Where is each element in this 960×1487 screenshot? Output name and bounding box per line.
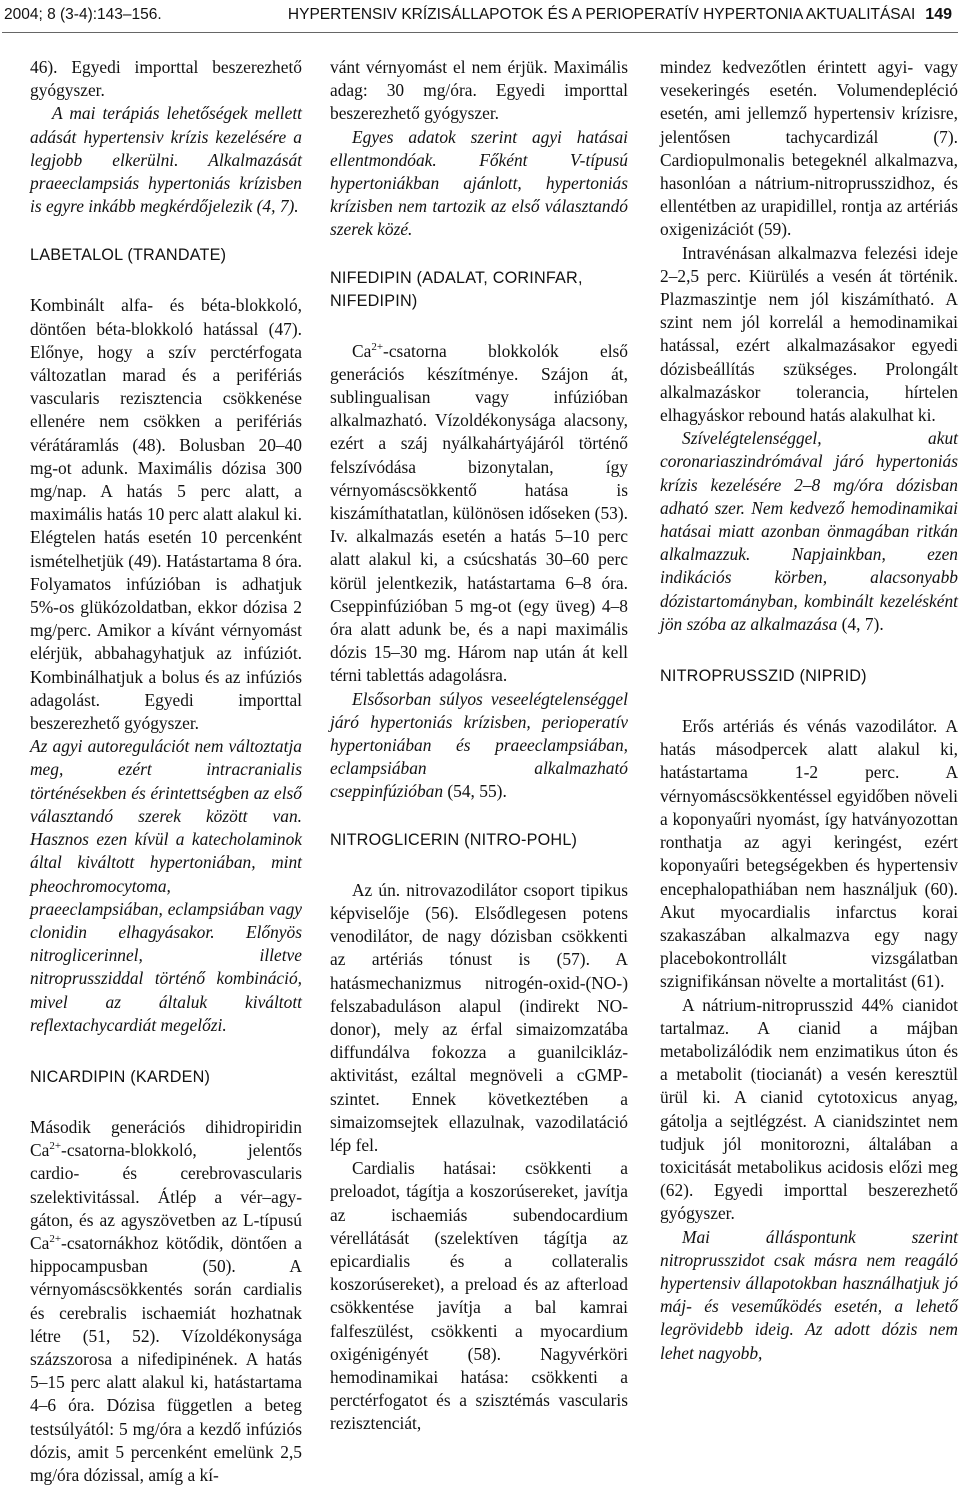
running-title: HYPERTENSIV KRÍZISÁLLAPOTOK ÉS A PERIOPERATÍV HYPERTONIA AKTUALITÁSAI (287, 6, 916, 23)
page-number: 149 (925, 6, 952, 23)
paragraph-italic: A mai terápiás lehetőségek mellett adását hypertensiv krízis kezelésére a legjobb elkerülni. Alkalmazását praeeclampsiás hypertoniás krízisben is egyre inkább megkérdőjelezik (4, 7). (30, 103, 302, 217)
paragraph: A nátrium-nitroprusszid 44% cianidot tartalmaz. A cianid a májban metabolizálódik nem enzimatikus úton és a metabolit (tiocianát) a vesén keresztül ürül ki. A cianid cytotoxicus anyag, gátolja a sejtlégzést. A cianidszintet nem tudjuk jól monitorozni, általában a toxicitását metabolikus acidosis előzi meg (62). Egyedi importtal beszerezhető gyógyszer. (660, 994, 958, 1224)
paragraph: Elsősorban súlyos veseelégtelenséggel járó hypertoniás krízisben, perioperatív hypertoniában és praeeclampsiában, eclampsiában alkalmazható cseppinfúzióban (54, 55). (330, 688, 628, 802)
journal-citation: 2004; 8 (3-4):143–156. (4, 6, 162, 23)
header-rule (2, 32, 958, 33)
paragraph: Erős artériás és vénás vazodilátor. A hatás másodpercek alatt alakul ki, hatástartama 1-2 perc. A vérnyomáscsökkentéssel egyidőben növeli a koponyaűri nyomást, így hatványozottan ronthatja az agyi keringést, ezért koponyaűri betegségekben és hypertensiv encephalopathiában nem használjuk (60). Akut myocardialis infarctus korai szakaszában alkalmazva egy nagy placebokontrollált vizsgálatban szignifikánsan növelte a mortalitást (61). (660, 716, 958, 992)
column-middle (330, 56, 628, 1434)
paragraph: Az ún. nitrovazodilátor csoport tipikus képviselője (56). Elsődlegesen potens venodilátor, de nagy dózisban csökkenti az artériás tónust is (57). A hatásmechanizmus nitrogén-oxid-(NO-) felszabaduláson alapul (indirekt NO-donor), mely az érfal simaizomzatába diffundálva fokozza a guanilcikláz-aktivitást, ezáltal megnöveli a cGMP-szintet. Ennek következtében a simaizomsejtek ellazulnak, vazodilatáció lép fel. (330, 879, 628, 1155)
paragraph-italic: Az agyi autoregulációt nem változtatja meg, ezért intracranialis történésekben és érintettségben az első választandó szerek között van. Hasznos ezen kívül a katecholaminok által kiváltott hypertoniában, mint pheochromocytoma, praeeclampsiában, eclampsiában vagy clonidin elhagyásakor. Előnyös nitroglicerinnel, illetve nitroprussziddal történő kombináció, mivel az általuk kiváltott reflextachycardiát megelőzi. (30, 736, 302, 1035)
running-title-block (288, 6, 952, 24)
paragraph: vánt vérnyomást el nem érjük. Maximális adag: 30 mg/óra. Egyedi importtal beszerezhető gyógyszer. (330, 57, 628, 124)
paragraph: Szívelégtelenséggel, akut coronariaszindrómával járó hypertoniás krízis kezelésére 2–8 mg/óra dózisban adható szer. Nem kedvező hemodinamikai hatásai miatt azonban önmagában ritkán alkalmazzuk. Napjainkban, ezen indikációs körben, alacsonyabb dózistartományban, kombinált kezelésként jön szóba az alkalmazása (4, 7). (660, 428, 958, 634)
paragraph: Cardialis hatásai: csökkenti a preloadot, tágítja a koszorúsereket, javítja az ischaemiás subendocardium vérellátását (szelektíven tágítja az epicardialis és a collateralis koszorúsereket), a preload és az afterload csökkentése javítja a bal kamrai falfeszülést, csökkenti a myocardium oxigénigényét (58). Nagyvérköri hemodinamikai hatása: csökkenti a perctérfogatot és a szisztémás vascularis rezisztenciát, (330, 1158, 628, 1434)
section-heading-labetalol: LABETALOL (TRANDATE) (30, 246, 227, 265)
column-right (660, 56, 958, 1361)
section-heading-nifedipin: NIFEDIPIN (ADALAT, CORINFAR, NIFEDIPIN) (330, 268, 583, 310)
paragraph: Intravénásan alkalmazva felezési ideje 2–2,5 perc. Kiürülés a vesén át történik. Plazmaszintje nem jól kiszámítható. A szint nem jól korrelál a hemodinamikai hatással, ezért alkalmazásakor egyedi dózisbeállítás szükséges. Prolongált alkalmazáskor tolerancia, hírtelen elhagyáskor rebound hatás alakulhat ki. (660, 242, 958, 426)
paragraph: Második generációs dihidropiridin $Ca^{2+}-csatorna$-blokkoló, jelentős cardio- és cerebrovascularis szelektivitással. Átlép a vér–agy-gáton, és az agyszövetben az L-típusú $Ca^{2+}$-csatornákhoz kötődik, döntően a hippocampusban (50). A vérnyomáscsökkentés során cardialis és cerebralis ischaemiát hozhatnak létre (51, 52). Vízoldékonysága százszorosa a nifedipinének. A hatás 5–15 perc alatt alakul ki, hatástartama 4–6 óra. Dózisa független a beteg testsúlyától: 5 mg/óra a kezdő infúziós dózis, amit 5 percenként emelünk 2,5 mg/óra dózissal, amíg a kí- (30, 1116, 302, 1485)
paragraph: Kombinált alfa- és béta-blokkoló, döntően béta-blokkoló hatással (47). Előnye, hogy a szív perctérfogata változatlan marad és a perifériás vascularis rezisztencia csökkenése ellenére nem csökken a perifériás vérátáramlás (48). Bolusban 20–40 mg-ot adunk. Maximális dózisa 300 mg/nap. A hatás 5 perc alatt, a maximális hatás 10 perc alatt alakul ki. Elégtelen hatás esetén 10 percenként ismételhetjük (49). Hatástartama 8 óra. Folyamatos infúzióban is adhatjuk 5%-os glükózoldatban, ekkor dózisa 2 mg/perc. Amikor a kívánt vérnyomást elérjük, abbahagyhatjuk az infúziót. Kombinálhatjuk a bolus és az infúziós adagolást. Egyedi importtal beszerezhető gyógyszer. (30, 295, 302, 734)
paragraph-italic: Mai álláspontunk szerint nitroprusszidot csak másra nem reagáló hypertensiv állapotokban használhatjuk jó máj- és veseműködés esetén, a lehető legrövidebb ideig. Az adott dózis nem lehet nagyobb, (660, 1226, 958, 1363)
paragraph: $Ca^{2+}$-csatorna blokkolók első generációs készítménye. Szájon át, sublingualisan vagy infúzióban alkalmazható. Vízoldékonysága alacsony, ezért a száj nyálkahártyájáról történő felszívódása bizonytalan, így vérnyomáscsökkentő hatása is kiszámíthatatlan, különösen időseken (53). Iv. alkalmazás esetén a hatás 5–10 perc alatt alakul ki, a csúcshatás 30–60 perc körül jelentkezik, hatástartama 6–8 óra. Cseppinfúzióban 5 mg-ot (egy üveg) 4–8 óra alatt adunk be, és a napi maximális dózis 15–30 mg. Három nap után át kell térni tablettás adagolásra. (330, 340, 628, 686)
section-heading-nitroglicerin: NITROGLICERIN (NITRO-POHL) (330, 830, 578, 849)
running-header (0, 0, 960, 34)
column-left (30, 56, 302, 1485)
paragraph: mindez kedvezőtlen érintett agyi- vagy vesekeringés esetén. Volumendepléció esetén, ami jellemző hypertensiv krízisre, jelentősen tachycardizál (7). Cardiopulmonalis betegeknél alkalmazva, hasonlóan a nátrium-nitroprusszidhoz, és ellentétben az urapidillel, rontja az artériás oxigenizációt (59). (660, 57, 958, 240)
section-heading-nitroprusszid: NITROPRUSSZID (NIPRID) (660, 667, 867, 686)
paragraph-italic: Egyes adatok szerint agyi hatásai ellentmondóak. Főként V-típusú hypertoniákban ajánlott, hypertoniás krízisben nem tartozik az első választandó szerek közé. (330, 126, 628, 240)
paragraph: 46). Egyedi importtal beszerezhető gyógyszer. (30, 57, 302, 101)
section-heading-nicardipin: NICARDIPIN (KARDEN) (30, 1067, 211, 1086)
